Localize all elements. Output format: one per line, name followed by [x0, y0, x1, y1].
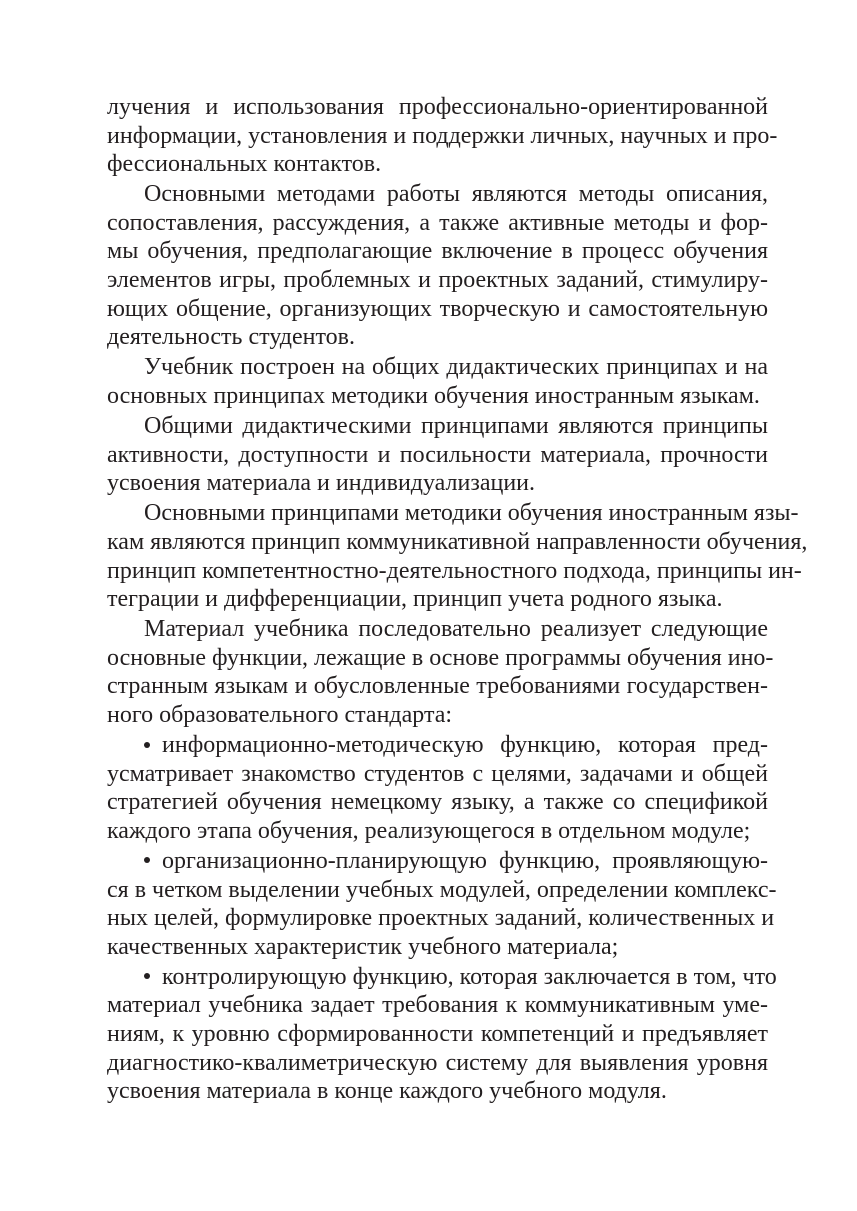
text-line: Основными принципами методики обучения иностранным язы-: [144, 500, 799, 527]
paragraph-methodology-principles: [107, 499, 808, 613]
text-line: Основными методами работы являются методы описания,: [144, 181, 768, 208]
text-line: ся в четком выделении учебных модулей, определении комплекс-: [107, 876, 777, 903]
bullet-icon: [144, 742, 150, 748]
text-line: Учебник построен на общих дидактических принципах и на: [144, 354, 768, 381]
text-line: [107, 731, 768, 760]
text-line: фессиональных контактов.: [107, 151, 382, 178]
text-line: элементов игры, проблемных и проектных заданий, стимулиру-: [107, 267, 768, 294]
text-line: основных принципах методики обучения иностранным языкам.: [107, 382, 760, 409]
text-line: основные функции, лежащие в основе программы обучения ино-: [107, 644, 774, 671]
text-line: странным языкам и обусловленные требованиями государствен-: [107, 673, 768, 700]
text-line: ющих общение, организующих творческую и самостоятельную: [107, 295, 768, 322]
text-line: деятельность студентов.: [107, 324, 356, 351]
bullet-item-control: [107, 963, 777, 1106]
text-line: теграции и дифференциации, принцип учета родного языка.: [107, 586, 723, 613]
text-line: кам являются принцип коммуникативной направленности обучения,: [107, 528, 808, 555]
page-text: [107, 93, 808, 1107]
text-line: ного образовательного стандарта:: [107, 701, 453, 728]
paragraph-functions-intro: [107, 615, 774, 729]
bullet-item-informational: [107, 731, 768, 845]
text-line: материал учебника задает требования к коммуникативным уме-: [107, 992, 768, 1019]
bullet-item-organizational: [107, 847, 777, 961]
bullet-icon: [144, 973, 150, 979]
paragraph-continuation: [107, 93, 778, 179]
text-line: активности, доступности и посильности материала, прочности: [107, 441, 768, 468]
paragraph-methods: [107, 180, 768, 352]
text-line: качественных характеристик учебного материала;: [107, 933, 619, 960]
text-line: сопоставления, рассуждения, а также активные методы и фор-: [107, 209, 768, 236]
text-line: усматривает знакомство студентов с целями, задачами и общей: [107, 760, 768, 787]
bullet-text: информационно-методическую функцию, которая пред-: [162, 732, 768, 759]
bullet-icon: [144, 857, 150, 863]
text-line: усвоения материала в конце каждого учебного модуля.: [107, 1078, 667, 1105]
text-line: ниям, к уровню сформированности компетенций и предъявляет: [107, 1021, 768, 1047]
paragraph-didactic-principles: [107, 412, 768, 498]
text-line: Материал учебника последовательно реализует следующие: [144, 616, 768, 643]
bullet-text: контролирующую функцию, которая заключается в том, что: [162, 963, 777, 990]
text-line: информации, установления и поддержки личных, научных и про-: [107, 122, 778, 149]
text-line: ных целей, формулировке проектных заданий, количественных и: [107, 905, 775, 932]
text-line: диагностико-квалиметрическую систему для выявления уровня: [107, 1049, 768, 1076]
text-line: принцип компетентностно-деятельностного подхода, принципы ин-: [107, 557, 802, 584]
paragraph-textbook-principles: [107, 353, 768, 410]
text-line: мы обучения, предполагающие включение в процесс обучения: [107, 238, 768, 265]
text-line: стратегией обучения немецкому языку, а также со спецификой: [107, 789, 768, 816]
text-line: усвоения материала и индивидуализации.: [107, 470, 536, 497]
text-line: каждого этапа обучения, реализующегося в отдельном модуле;: [107, 817, 751, 844]
text-line: [107, 847, 768, 876]
text-line: [107, 963, 777, 992]
bullet-text: организационно-планирующую функцию, проявляющую-: [162, 847, 768, 874]
text-line: лучения и использования профессионально-ориентированной: [107, 94, 768, 120]
text-line: Общими дидактическими принципами являются принципы: [144, 413, 768, 440]
